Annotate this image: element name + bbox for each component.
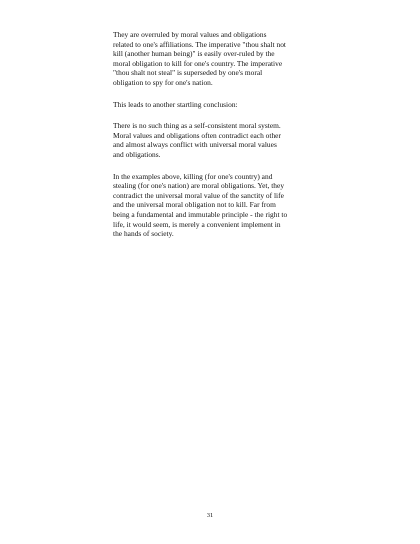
text-line: life, it would seem, is merely a convenient implement in (113, 219, 281, 229)
text-line: the hands of society. (113, 229, 174, 239)
text-line: stealing (for one's nation) are moral obligations. Yet, they (113, 181, 285, 191)
text-line: moral obligation to kill for one's country. The imperative (113, 58, 283, 68)
text-line: Moral values and obligations often contradict each other (113, 130, 281, 140)
body-text (113, 30, 313, 251)
text-line: and the universal moral obligation not to kill. Far from (113, 200, 276, 210)
text-line: being a fundamental and immutable principle - the right to (113, 209, 288, 219)
paragraph-affiliations (113, 30, 313, 88)
text-line: kill (another human being)" is easily over-ruled by the (113, 49, 275, 59)
text-line: obligation to spy for one's nation. (113, 77, 213, 87)
paragraph-no-consistent-system (113, 121, 313, 159)
text-line: and obligations. (113, 149, 161, 159)
text-line: contradict the universal moral value of the sanctity of life (113, 190, 284, 200)
page-number: 31 (206, 512, 214, 519)
paragraph-examples (113, 172, 313, 239)
text-line: related to one's affiliations. The imperative "thou shalt not (113, 39, 286, 49)
text-line: In the examples above, killing (for one's country) and (113, 171, 273, 181)
text-line: This leads to another startling conclusion: (113, 99, 238, 109)
text-line: They are overruled by moral values and obligations (113, 30, 267, 39)
text-line: and almost always conflict with universal moral values (113, 140, 277, 150)
text-line: "thou shalt not steal" is superseded by one's moral (113, 68, 263, 78)
paragraph-conclusion-intro (113, 100, 313, 110)
text-line: There is no such thing as a self-consistent moral system. (113, 121, 281, 131)
